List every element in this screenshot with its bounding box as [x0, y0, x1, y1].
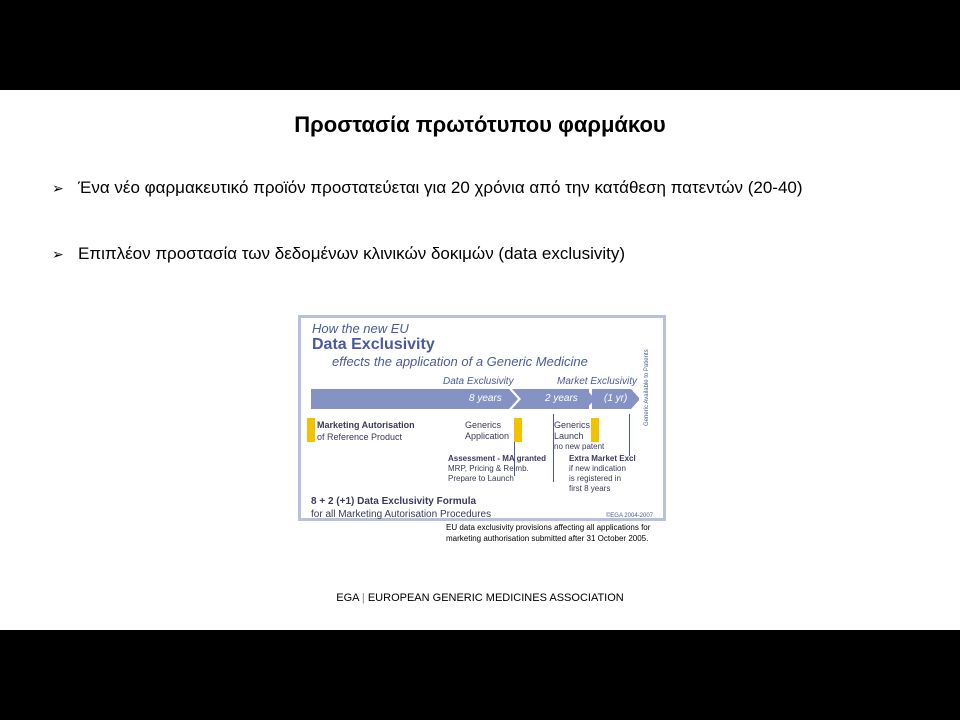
figure-heading-line3: effects the application of a Generic Medicine	[332, 354, 588, 369]
segment-2-years: 2 years	[545, 393, 578, 404]
extra-line3: first 8 years	[569, 484, 611, 493]
marker-bar	[307, 418, 315, 442]
footer-name: EUROPEAN GENERIC MEDICINES ASSOCIATION	[367, 592, 624, 604]
extra-title: Extra Market Excl	[569, 454, 636, 463]
assessment-title: Assessment - MA granted	[448, 454, 546, 463]
formula-line1: 8 + 2 (+1) Data Exclusivity Formula	[311, 496, 477, 507]
bullet-text: Ένα νέο φαρμακευτικό προϊόν προστατεύεται για 20 χρόνια από την κατάθεση πατεντών (20-40)	[78, 178, 803, 197]
timeline-tick	[629, 414, 630, 456]
footer-abbr: EGA	[336, 592, 359, 604]
bullet-arrow-icon: ➢	[52, 180, 64, 196]
footer	[0, 592, 960, 604]
arrowhead-icon	[586, 389, 595, 409]
figure-frame	[298, 315, 666, 521]
generics-launch-2: Launch	[554, 431, 584, 441]
caption-line1: EU data exclusivity provisions affecting all applications for	[446, 523, 651, 532]
arrowhead-icon	[509, 389, 518, 409]
ma-title: Marketing Autorisation	[317, 420, 415, 430]
footer-divider: |	[361, 592, 365, 604]
no-new-patent: no new patent	[554, 442, 605, 451]
extra-line2: is registered in	[569, 474, 622, 483]
generics-application-2: Application	[465, 431, 510, 441]
data-exclusivity-figure	[292, 306, 668, 550]
extra-line1: if new indication	[569, 464, 626, 473]
segment-8-years: 8 years	[469, 393, 502, 404]
generics-application-1: Generics	[465, 420, 502, 430]
figure-caption	[446, 522, 666, 544]
bullet-item	[52, 244, 625, 264]
timeline-tick	[553, 414, 554, 482]
caption-line2: marketing authorisation submitted after 31 October 2005.	[446, 534, 649, 543]
assessment-line1: MRP, Pricing & Reimb.	[448, 464, 529, 473]
data-exclusivity-label: Data Exclusivity	[443, 376, 514, 387]
assessment-line2: Prepare to Launch	[448, 474, 514, 483]
market-exclusivity-label: Market Exclusivity	[557, 376, 638, 387]
bullet-text: Επιπλέον προστασία των δεδομένων κλινικών δοκιμών (data exclusivity)	[78, 244, 626, 263]
figure-heading-line1: How the new EU	[312, 321, 409, 336]
segment-1-yr: (1 yr)	[604, 393, 628, 404]
figure-heading-line2: Data Exclusivity	[312, 336, 435, 353]
figure-copyright: ©EGA 2004-2007	[605, 513, 653, 519]
marker-bar	[591, 418, 599, 442]
vertical-label: Generic Available to Patients	[644, 349, 650, 426]
ma-sub: of Reference Product	[317, 432, 403, 442]
bullet-arrow-icon: ➢	[52, 246, 64, 262]
marker-bar	[514, 418, 522, 442]
formula-line2: for all Marketing Autorisation Procedures	[311, 509, 492, 520]
generics-launch-1: Generics	[554, 420, 591, 430]
slide	[0, 90, 960, 630]
slide-title: Προστασία πρωτότυπου φαρμάκου	[294, 112, 666, 137]
bullet-item	[52, 178, 803, 198]
